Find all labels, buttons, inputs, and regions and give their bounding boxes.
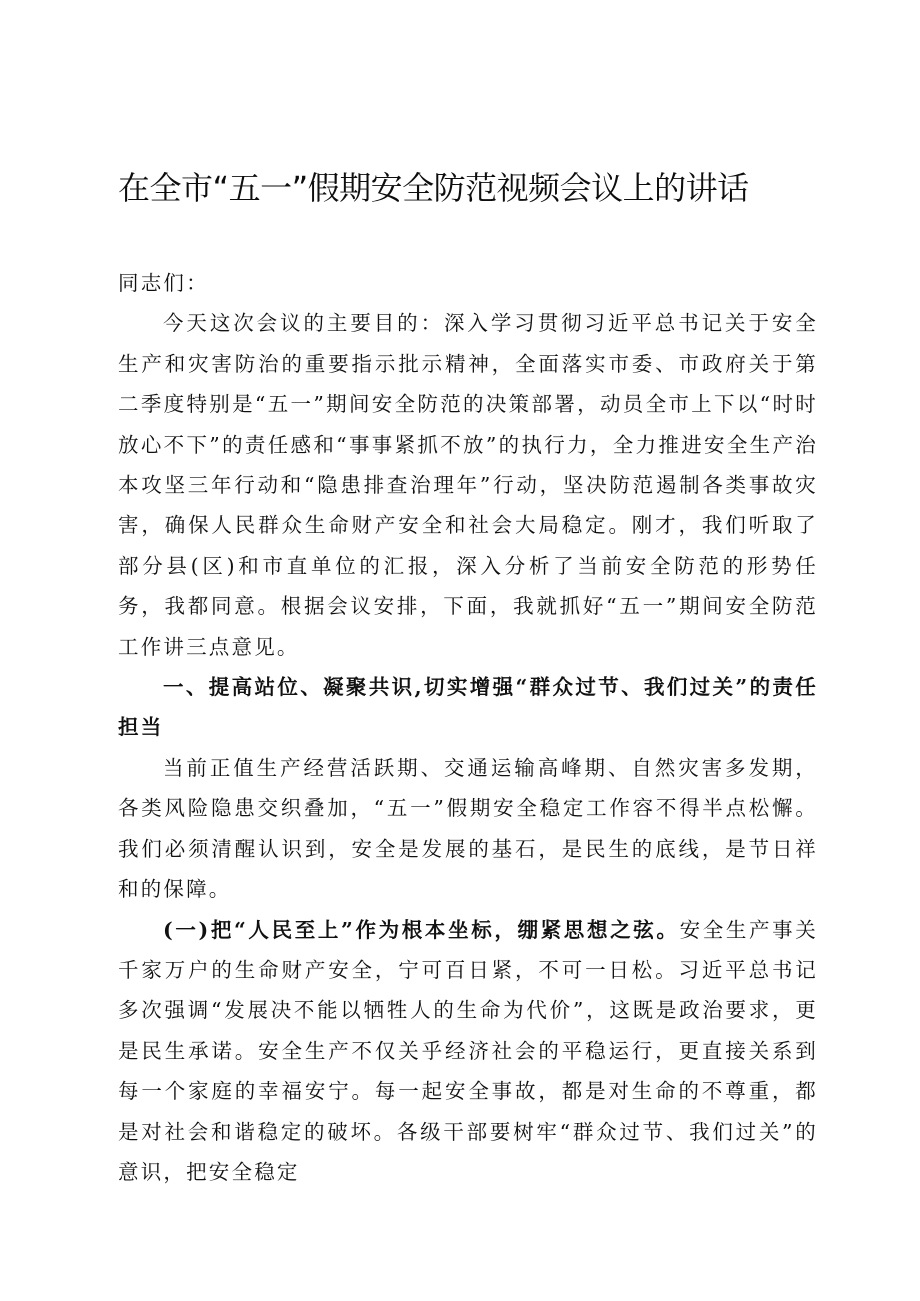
paragraph-3 bbox=[118, 910, 818, 1193]
section-heading-1: 一、提高站位、凝聚共识,切实增强“群众过节、我们过关”的责任担当 bbox=[118, 675, 818, 740]
document-title: 在全市“五一”假期安全防范视频会议上的讲话 bbox=[118, 169, 749, 207]
document-body bbox=[118, 263, 818, 1192]
paragraph-2: 当前正值生产经营活跃期、交通运输高峰期、自然灾害多发期，各类风险隐患交织叠加，“五一”假期安全稳定工作容不得半点松懈。我们必须清醒认识到，安全是发展的基石，是民生的底线，是节日祥和的保障。 bbox=[118, 755, 818, 902]
subsection-text-1: 安全生产事关千家万户的生命财产安全，宁可百日紧，不可一日松。习近平总书记多次强调“发展决不能以牺牲人的生命为代价”，这既是政治要求，更是民生承诺。安全生产不仅关乎经济社会的平稳运行，更直接关系到每一个家庭的幸福安宁。每一起安全事故，都是对生命的不尊重，都是对社会和谐稳定的破坏。各级干部要树牢“群众过节、我们过关”的意识，把安全稳定 bbox=[118, 917, 819, 1184]
salutation: 同志们： bbox=[118, 271, 209, 295]
paragraph-intro: 今天这次会议的主要目的：深入学习贯彻习近平总书记关于安全生产和灾害防治的重要指示批示精神，全面落实市委、市政府关于第二季度特别是“五一”期间安全防范的决策部署，动员全市上下以“时时放心不下”的责任感和“事事紧抓不放”的执行力，全力推进安全生产治本攻坚三年行动和“隐患排查治理年”行动，坚决防范遏制各类事故灾害，确保人民群众生命财产安全和社会大局稳定。刚才，我们听取了部分县(区)和市直单位的汇报，深入分析了当前安全防范的形势任务，我都同意。根据会议安排，下面，我就抓好“五一”期间安全防范工作讲三点意见。 bbox=[118, 311, 818, 659]
subsection-lead-1: (一)把“人民至上”作为根本坐标，绷紧思想之弦。 bbox=[163, 917, 680, 942]
